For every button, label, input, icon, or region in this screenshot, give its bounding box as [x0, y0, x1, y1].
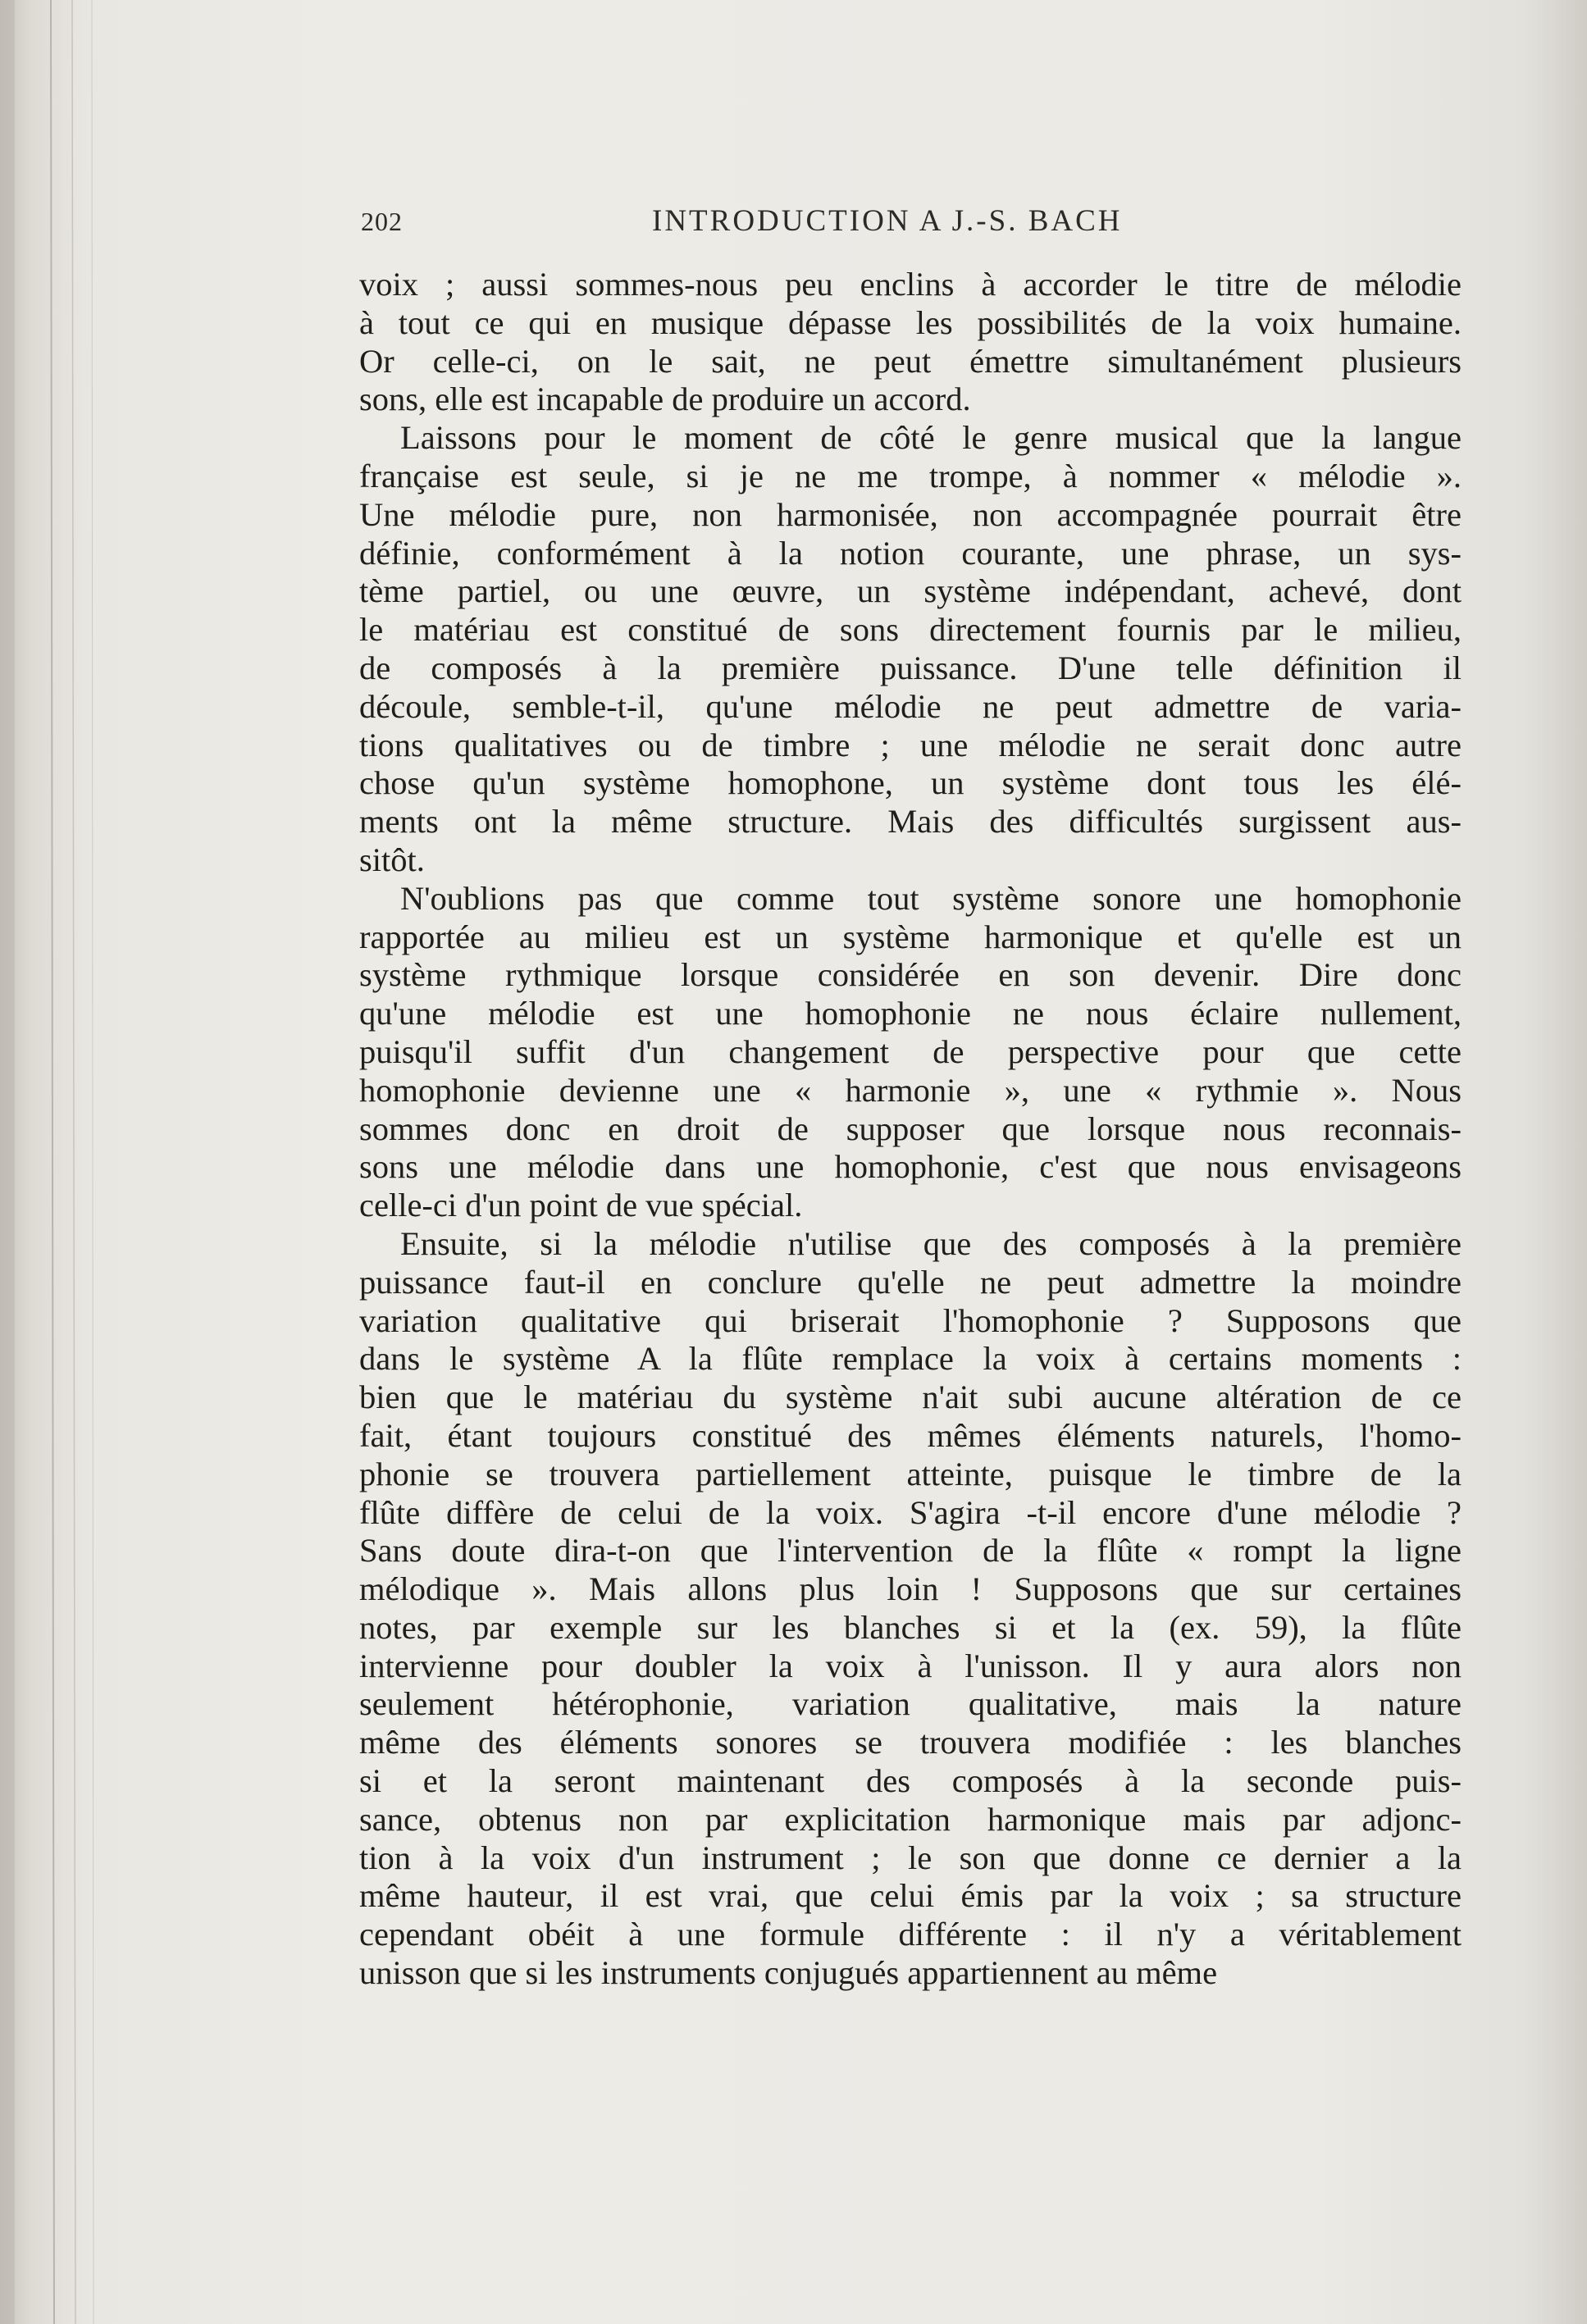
text-line: ments ont la même structure. Mais des difficultés surgissent aus-	[359, 803, 1462, 841]
text-line: dans le système A la flûte remplace la voix à certains moments :	[359, 1340, 1462, 1378]
text-line: chose qu'un système homophone, un système dont tous les élé-	[359, 764, 1462, 802]
text-line: variation qualitative qui briserait l'homophonie ? Supposons que	[359, 1301, 1462, 1339]
text-line: Laissons pour le moment de côté le genre musical que la langue	[400, 419, 1462, 457]
text-line: système rythmique lorsque considérée en son devenir. Dire donc	[359, 956, 1462, 994]
text-line: le matériau est constitué de sons directement fournis par le milieu,	[359, 611, 1462, 649]
text-line: française est seule, si je ne me trompe, à nommer « mélodie ».	[359, 457, 1462, 494]
gutter-shadow	[0, 0, 115, 2324]
paragraph	[359, 1225, 1462, 1993]
text-line: si et la seront maintenant des composés à la seconde puis-	[359, 1762, 1462, 1800]
text-line: homophonie devienne une « harmonie », une « rythmie ». Nous	[359, 1071, 1462, 1109]
body-text	[359, 266, 1462, 1993]
text-line: Or celle-ci, on le sait, ne peut émettre simultanément plusieurs	[359, 342, 1462, 380]
text-line: tions qualitatives ou de timbre ; une mélodie ne serait donc autre	[359, 726, 1462, 763]
text-line: seulement hétérophonie, variation qualitative, mais la nature	[359, 1685, 1462, 1723]
text-line: phonie se trouvera partiellement atteinte, puisque le timbre de la	[359, 1455, 1462, 1492]
text-line: qu'une mélodie est une homophonie ne nous éclaire nullement,	[359, 995, 1462, 1032]
text-line: fait, étant toujours constitué des mêmes éléments naturels, l'homo-	[359, 1416, 1462, 1454]
text-line: sance, obtenus non par explicitation harmonique mais par adjonc-	[359, 1800, 1462, 1838]
paragraph	[359, 266, 1462, 419]
text-line: même hauteur, il est vrai, que celui émis par la voix ; sa structure	[359, 1877, 1462, 1915]
text-line: unisson que si les instruments conjugués appartiennent au même	[359, 1954, 1218, 1992]
text-line: tème partiel, ou une œuvre, un système indépendant, achevé, dont	[359, 572, 1462, 610]
text-line: celle-ci d'un point de vue spécial.	[359, 1187, 803, 1224]
text-line: rapportée au milieu est un système harmonique et qu'elle est un	[359, 918, 1462, 955]
text-line: découle, semble-t-il, qu'une mélodie ne peut admettre de varia-	[359, 687, 1462, 725]
page-number: 202	[361, 207, 403, 236]
page-header	[361, 203, 1460, 246]
paragraph	[359, 880, 1462, 1225]
text-line: Ensuite, si la mélodie n'utilise que des composés à la première	[400, 1224, 1462, 1262]
text-line: sitôt.	[359, 841, 425, 878]
text-line: sons une mélodie dans une homophonie, c'est que nous envisageons	[359, 1148, 1462, 1186]
text-line: tion à la voix d'un instrument ; le son que donne ce dernier a la	[359, 1839, 1462, 1876]
text-line: flûte diffère de celui de la voix. S'agira -t-il encore d'une mélodie ?	[359, 1493, 1462, 1531]
text-line: sons, elle est incapable de produire un accord.	[359, 380, 971, 418]
text-line: Une mélodie pure, non harmonisée, non accompagnée pourrait être	[359, 495, 1462, 533]
text-line: voix ; aussi sommes-nous peu enclins à accorder le titre de mélodie	[359, 266, 1462, 303]
text-line: mélodique ». Mais allons plus loin ! Supposons que sur certaines	[359, 1570, 1462, 1608]
text-line: Sans doute dira-t-on que l'intervention de la flûte « rompt la ligne	[359, 1532, 1462, 1570]
text-line: puisqu'il suffit d'un changement de perspective pour que cette	[359, 1032, 1462, 1070]
text-line: bien que le matériau du système n'ait subi aucune altération de ce	[359, 1378, 1462, 1416]
text-line: sommes donc en droit de supposer que lorsque nous reconnais-	[359, 1110, 1462, 1147]
text-line: cependant obéit à une formule différente : il n'y a véritablement	[359, 1916, 1462, 1953]
text-line: définie, conformément à la notion courante, une phrase, un sys-	[359, 534, 1462, 572]
text-line: notes, par exemple sur les blanches si et la (ex. 59), la flûte	[359, 1608, 1462, 1646]
text-line: puissance faut-il en conclure qu'elle ne peut admettre la moindre	[359, 1263, 1462, 1301]
text-line: même des éléments sonores se trouvera modifiée : les blanches	[359, 1724, 1462, 1761]
text-line: intervienne pour doubler la voix à l'unisson. Il y aura alors non	[359, 1647, 1462, 1684]
paragraph	[359, 419, 1462, 880]
running-head: INTRODUCTION A J.-S. BACH	[652, 204, 1123, 238]
text-line: de composés à la première puissance. D'une telle définition il	[359, 649, 1462, 686]
text-line: N'oublions pas que comme tout système sonore une homophonie	[400, 879, 1462, 917]
text-line: à tout ce qui en musique dépasse les possibilités de la voix humaine.	[359, 303, 1462, 341]
